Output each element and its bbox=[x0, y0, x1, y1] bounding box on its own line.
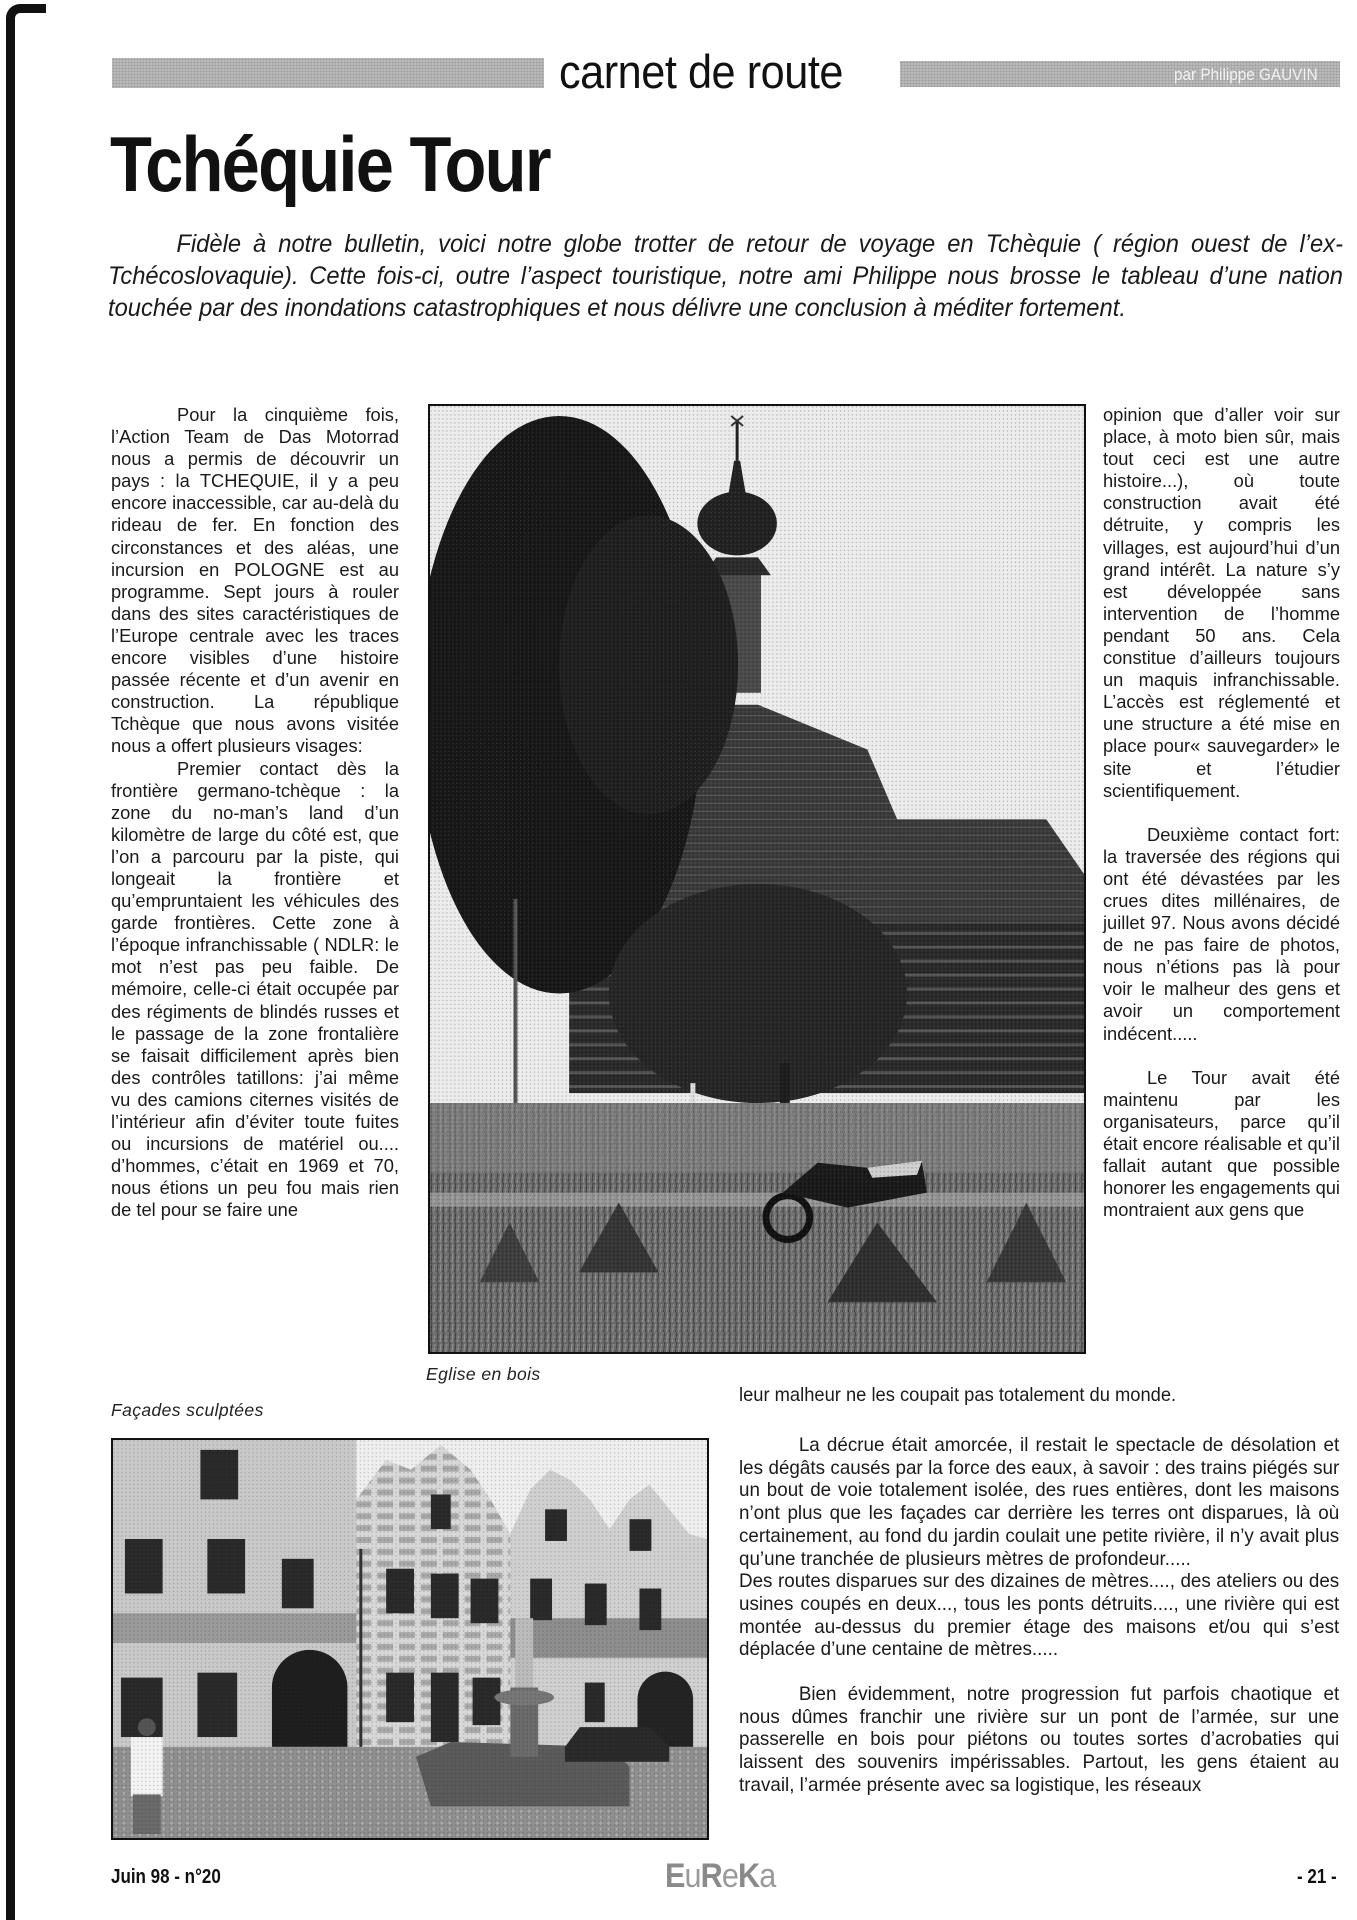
paragraph: Le Tour avait été maintenu par les organisateurs, parce qu’il était encore réalisable et qu’il fallait autant que possible honorer les engagements qui montraient aux gens que bbox=[1103, 1066, 1340, 1221]
right-column bbox=[1103, 404, 1340, 1243]
logo-letter: E bbox=[665, 1857, 685, 1895]
paragraph: La décrue était amorcée, il restait le spectacle de désolation et les dégâts causés par la force des eaux, à savoir : des trains piégés sur un bout de voie totalement isolée, des rues entières, dont les maisons n’ont plus que les façades car derrière les terres ont disparues, là où certainement, au fond du jardin coulait une petite rivière, il n’y avait plus qu’une tranchée de plusieurs mètres de profondeur..... bbox=[739, 1434, 1340, 1570]
logo-letter: e bbox=[721, 1857, 738, 1895]
sculpted-facades-image bbox=[113, 1440, 707, 1838]
section-label: carnet de route bbox=[559, 45, 843, 98]
paragraph: Premier contact dès la frontière germano-tchèque : la zone du no-man’s land d’un kilomètre de large du côté est, que l’on a parcouru par la piste, qui longeait la frontière et qu’empruntaient les véhicules des garde frontières. Cette zone à l’époque infranchissable ( NDLR: le mot n’est pas peu faible. De mémoire, celle-ci était occupée par des régiments de blindés russes et le passage de la zone frontalière se faisait difficilement après bien des contrôles tatillons: j’ai même vu des camions citernes visités de l’intérieur afin d’éviter toute fuites ou incursions de matériel ou.... d’hommes, c’était en 1969 et 70, nous étions un peu fou mais rien de tel pour se faire une bbox=[111, 757, 399, 1221]
church-photo-caption: Eglise en bois bbox=[426, 1364, 541, 1384]
facades-photo-caption: Façades sculptées bbox=[111, 1400, 264, 1420]
page-corner-mark bbox=[6, 4, 46, 1920]
bottom-column bbox=[739, 1434, 1339, 1797]
page-number: - 21 - bbox=[1297, 1866, 1337, 1888]
paragraph: Deuxième contact fort: la traversée des régions qui ont été dévastées par les crues dites millénaires, de juillet 97. Nous avons décidé de ne pas faire de photos, nous n’étions pas là pour voir le malheur des gens et avoir un comportement indécent..... bbox=[1103, 823, 1340, 1044]
logo-letter: a bbox=[759, 1857, 776, 1895]
logo-letter: R bbox=[700, 1857, 722, 1895]
church-photo bbox=[428, 404, 1086, 1354]
issue-label: Juin 98 - n°20 bbox=[111, 1866, 221, 1888]
paragraph-continuation: leur malheur ne les coupait pas totalement du monde. bbox=[739, 1384, 1177, 1406]
logo-letter: K bbox=[737, 1857, 760, 1895]
header-bar-left bbox=[112, 58, 544, 88]
paragraph: Des routes disparues sur des dizaines de mètres...., des ateliers ou des usines coupés en deux..., tous les ponts détruits...., une rivière qui est montée au-dessus du premier étage des maisons et/ou qui s’est déplacée d’une centaine de mètres..... bbox=[739, 1570, 1340, 1661]
paragraph: Bien évidemment, notre progression fut parfois chaotique et nous dûmes franchir une rivière sur un pont de l’armée, sur une passerelle en bois pour piétons ou toutes sortes d’acrobaties qui laissent des souvenirs impérissables. Partout, les gens étaient au travail, l’armée présente avec sa logistique, les réseaux bbox=[739, 1683, 1340, 1796]
paragraph-gap bbox=[739, 1661, 1339, 1683]
facades-photo bbox=[111, 1438, 709, 1840]
header-bar-right bbox=[900, 61, 1340, 87]
author-byline: par Philippe GAUVIN bbox=[1174, 65, 1318, 84]
logo-letter: u bbox=[684, 1857, 701, 1895]
paragraph: Pour la cinquième fois, l’Action Team de Das Motorrad nous a permis de découvrir un pays : la TCHEQUIE, il y a peu encore inaccessible, car au-delà du rideau de fer. En fonction des circonstances et des aléas, une incursion en POLOGNE est au programme. Sept jours à rouler dans des sites caractéristiques de l’Europe centrale avec les traces encore visibles d’une histoire passée récente et d’un avenir en construction. La république Tchèque que nous avons visitée nous a offert plusieurs visages: bbox=[111, 404, 399, 757]
left-column bbox=[111, 404, 399, 1221]
paragraph: opinion que d’aller voir sur place, à moto bien sûr, mais tout ceci est une autre histoire...), où toute construction avait été détruite, y compris les villages, est aujourd’hui d’un grand intérêt. La nature s’y est développée sans intervention de l’homme pendant 50 ans. Cela constitue d’ailleurs toujours un maquis infranchissable. L’accès est réglementé et une structure a été mise en place pour« sauvegarder» le site et l’étudier scientifiquement. bbox=[1103, 404, 1340, 801]
article-title: Tchéquie Tour bbox=[110, 120, 550, 208]
eureka-logo bbox=[665, 1857, 775, 1896]
article-intro: Fidèle à notre bulletin, voici notre globe trotter de retour de voyage en Tchèquie ( région ouest de l’ex-Tchécoslovaquie). Cette fois-ci, outre l’aspect touristique, notre ami Philippe nous brosse le tableau d’une nation touchée par des inondations catastrophiques et nous délivre une conclusion à méditer fortement. bbox=[108, 230, 1343, 322]
wooden-church-image bbox=[430, 406, 1084, 1352]
